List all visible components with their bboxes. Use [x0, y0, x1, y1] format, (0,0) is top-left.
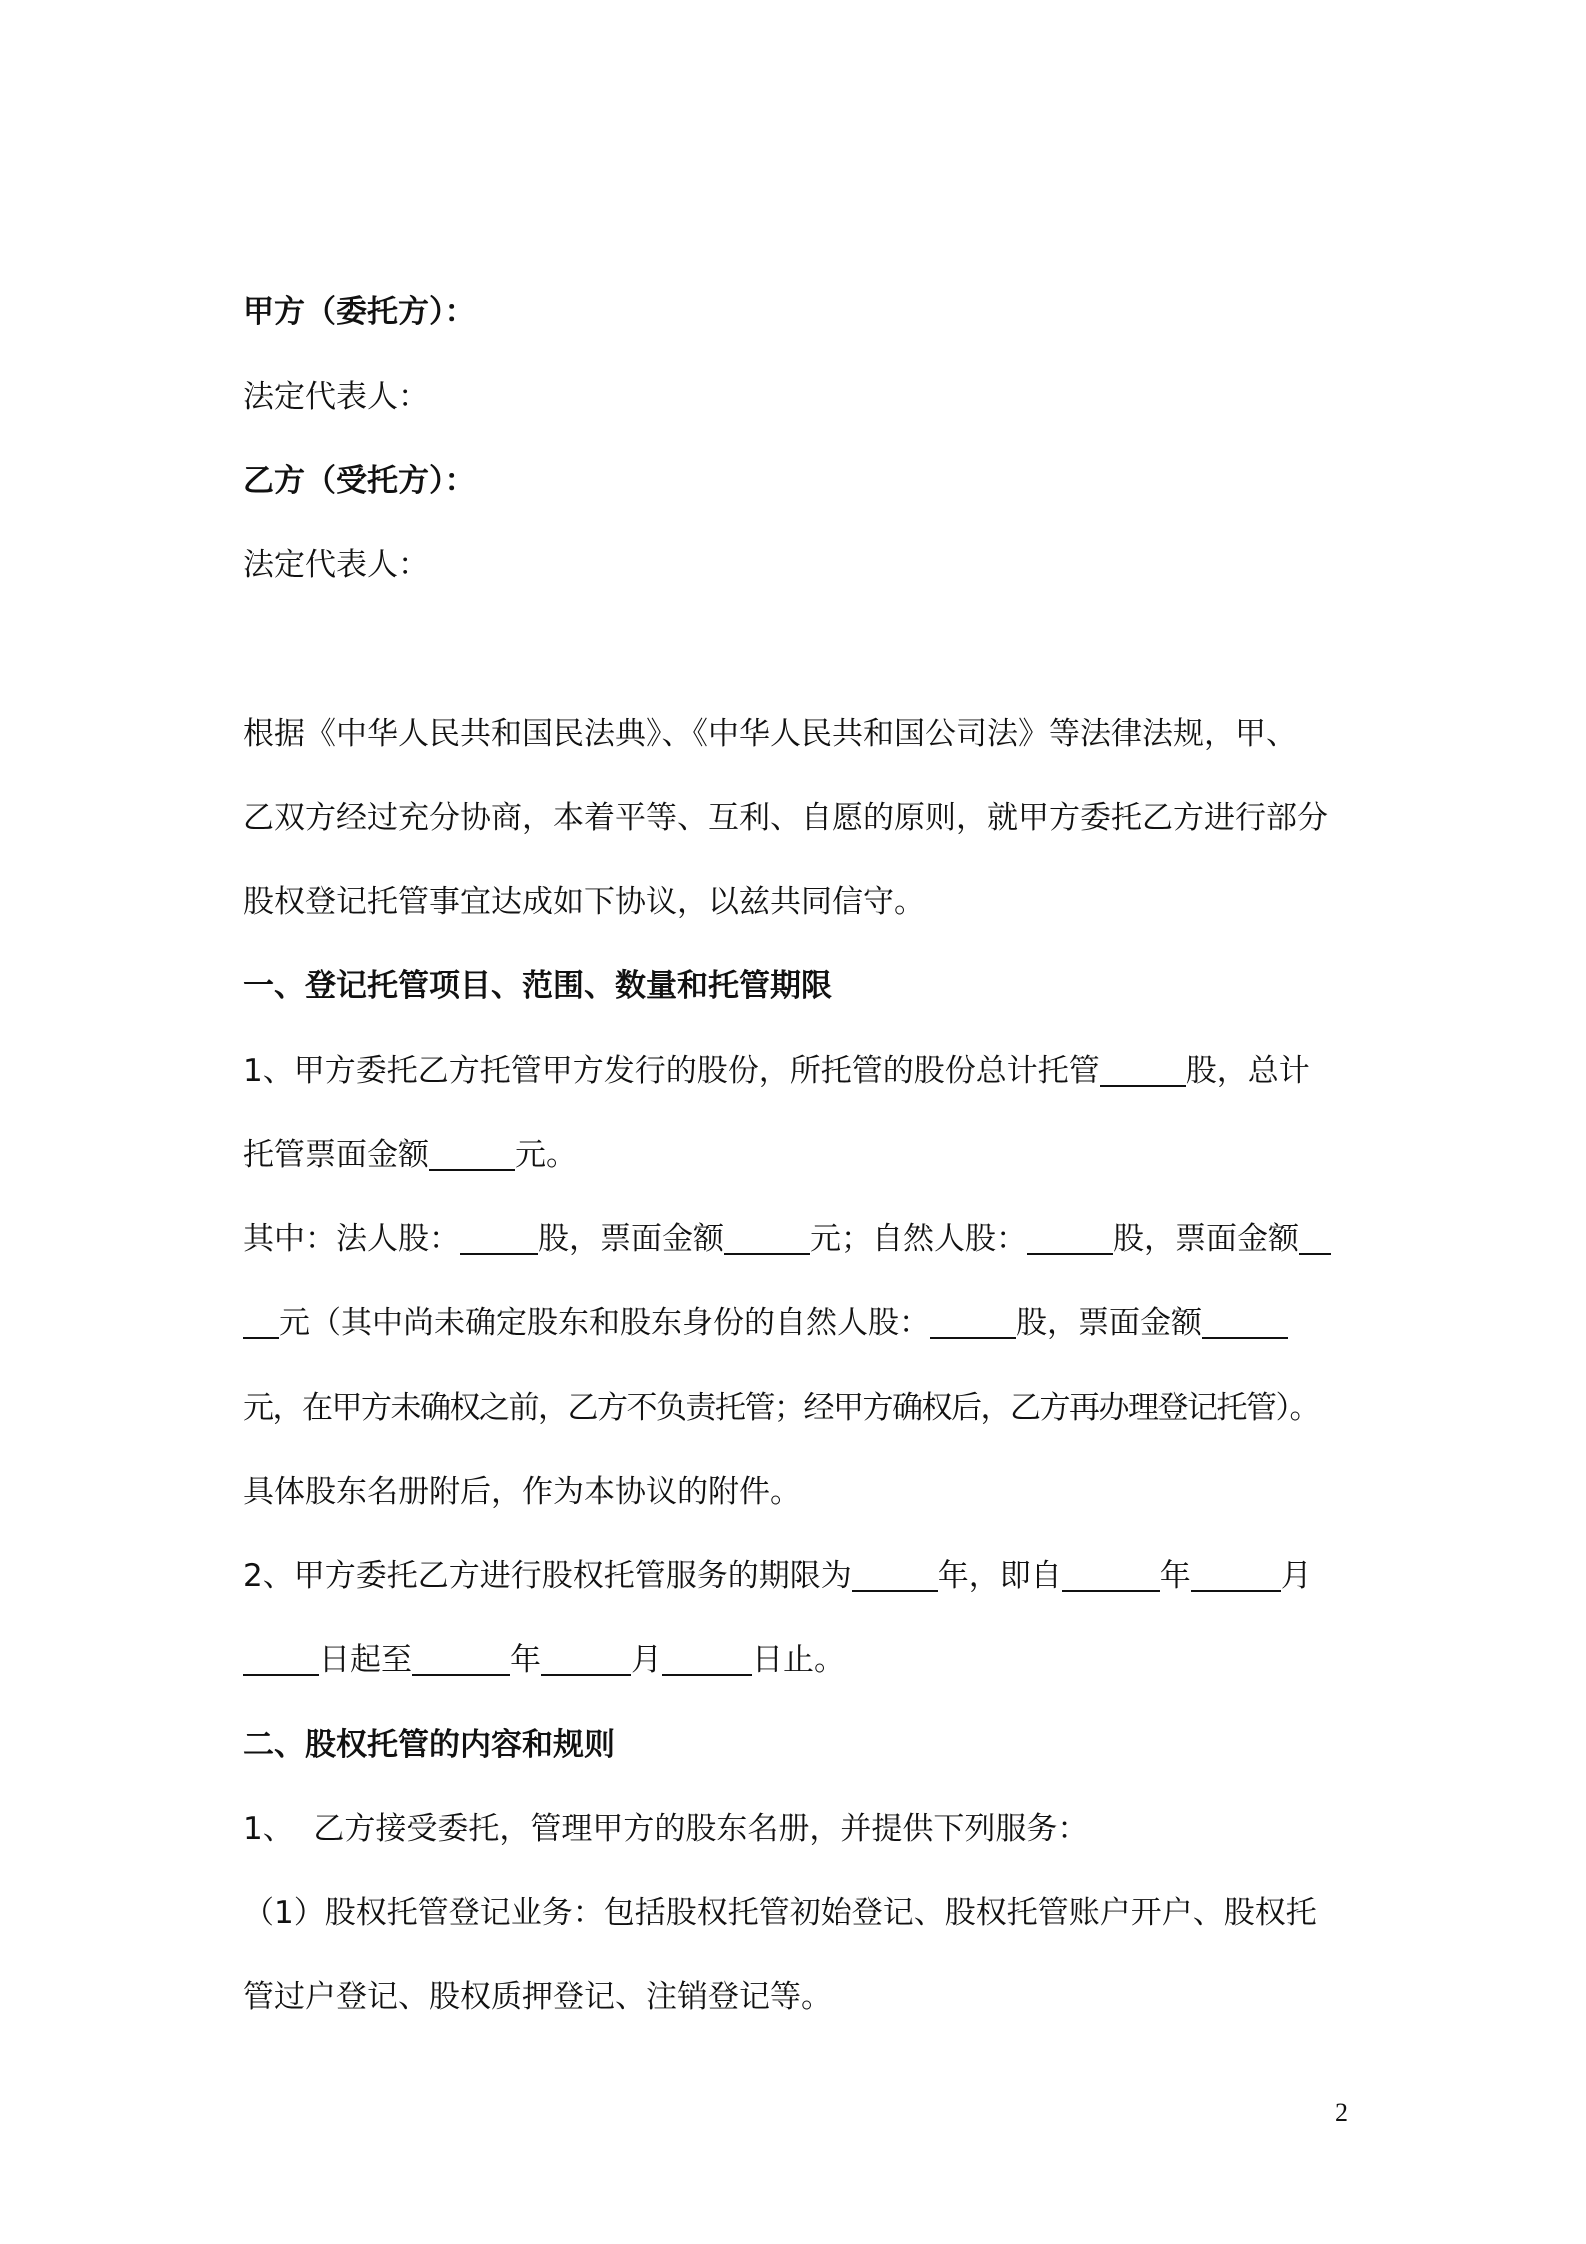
- section-2-item-1: 1、 乙方接受委托，管理甲方的股东名册，并提供下列服务：: [243, 1811, 1089, 1847]
- text-segment: 2、甲方委托乙方进行股权托管服务的期限为: [243, 1558, 852, 1594]
- text-segment: 股，总计: [1185, 1053, 1310, 1089]
- text-segment: 元；自然人股：: [810, 1221, 1027, 1257]
- blank-field[interactable]: [1202, 1307, 1288, 1339]
- text-segment: 年: [510, 1642, 541, 1678]
- blank-field[interactable]: [243, 1307, 279, 1339]
- text-segment: 日止。: [752, 1642, 845, 1678]
- text-segment: 年，即自: [937, 1558, 1062, 1594]
- section-1-item-1-line-1: [243, 1051, 1310, 1091]
- text-segment: 月: [631, 1642, 662, 1678]
- blank-field[interactable]: [1100, 1055, 1186, 1087]
- text-segment: 股，票面金额: [1016, 1305, 1202, 1341]
- section-1-item-2-line-1: [243, 1556, 1312, 1596]
- section-1-item-1-line-3: [243, 1219, 1331, 1259]
- blank-field[interactable]: [1062, 1560, 1160, 1592]
- blank-field[interactable]: [662, 1644, 752, 1676]
- section-1-item-1-line-2: [243, 1135, 577, 1175]
- blank-field[interactable]: [412, 1644, 510, 1676]
- preamble-line-1: 根据《中华人民共和国民法典》、《中华人民共和国公司法》等法律法规，甲、: [243, 716, 1297, 752]
- section-1-item-2-line-2: [243, 1640, 845, 1680]
- text-segment: 股，票面金额: [1113, 1221, 1299, 1257]
- blank-field[interactable]: [930, 1307, 1016, 1339]
- blank-field[interactable]: [243, 1644, 319, 1676]
- section-2-heading: 二、股权托管的内容和规则: [243, 1727, 615, 1763]
- party-a-label: 甲方（委托方）：: [243, 294, 476, 330]
- section-2-sub-1-line-2: 管过户登记、股权质押登记、注销登记等。: [243, 1979, 832, 2015]
- party-b-representative: 法定代表人：: [243, 547, 429, 583]
- section-1-item-1-line-5: 元，在甲方未确权之前，乙方不负责托管；经甲方确权后，乙方再办理登记托管）。: [243, 1390, 1319, 1426]
- text-segment: 托管票面金额: [243, 1137, 429, 1173]
- party-b-label: 乙方（受托方）：: [243, 463, 476, 499]
- page-number: 2: [1335, 2098, 1348, 2127]
- text-segment: 元。: [515, 1137, 577, 1173]
- text-segment: 1、甲方委托乙方托管甲方发行的股份，所托管的股份总计托管: [243, 1053, 1100, 1089]
- text-segment: 月: [1280, 1558, 1312, 1594]
- blank-field[interactable]: [852, 1560, 938, 1592]
- section-1-item-1-line-4: [243, 1303, 1288, 1343]
- section-1-item-1-line-6: 具体股东名册附后，作为本协议的附件。: [243, 1474, 801, 1510]
- text-segment: 年: [1159, 1558, 1191, 1594]
- blank-field[interactable]: [724, 1223, 810, 1255]
- blank-field[interactable]: [1299, 1223, 1331, 1255]
- text-segment: 股，票面金额: [538, 1221, 724, 1257]
- text-segment: 元（其中尚未确定股东和股东身份的自然人股：: [279, 1305, 930, 1341]
- text-segment: 其中：法人股：: [243, 1221, 460, 1257]
- text-segment: 日起至: [319, 1642, 412, 1678]
- section-1-heading: 一、登记托管项目、范围、数量和托管期限: [243, 968, 832, 1004]
- preamble-line-3: 股权登记托管事宜达成如下协议，以兹共同信守。: [243, 884, 925, 920]
- blank-field[interactable]: [541, 1644, 631, 1676]
- blank-field[interactable]: [429, 1139, 515, 1171]
- blank-field[interactable]: [1027, 1223, 1113, 1255]
- preamble-line-2: 乙双方经过充分协商，本着平等、互利、自愿的原则，就甲方委托乙方进行部分: [243, 800, 1328, 836]
- section-2-sub-1-line-1: （1）股权托管登记业务：包括股权托管初始登记、股权托管账户开户、股权托: [243, 1895, 1317, 1931]
- blank-field[interactable]: [1191, 1560, 1281, 1592]
- party-a-representative: 法定代表人：: [243, 379, 429, 415]
- blank-field[interactable]: [460, 1223, 538, 1255]
